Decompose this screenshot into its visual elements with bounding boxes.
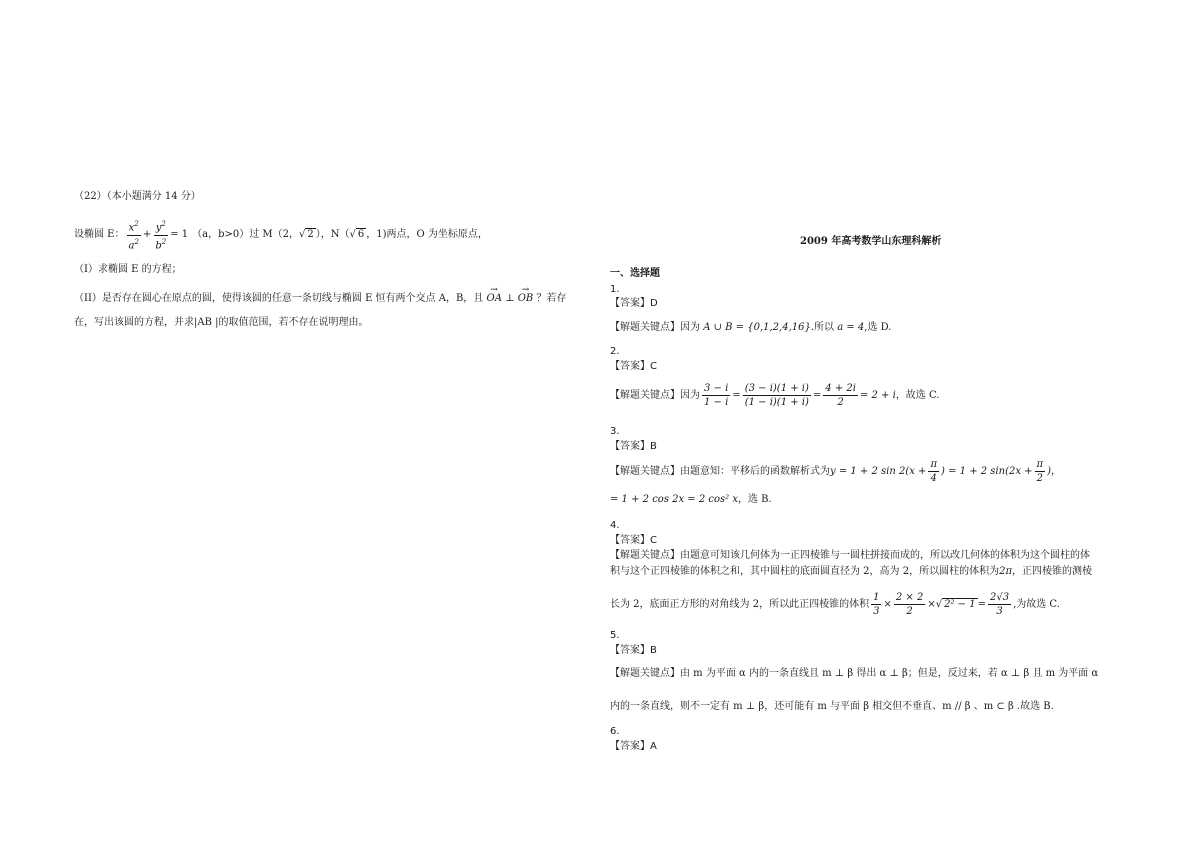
q5-answer: 【答案】B <box>610 645 657 656</box>
q4-key: 【解题关键点】由题意可知该几何体为一正四棱锥与一圆柱拼接而成的，所以改几何体的体积为这个圆柱的体 <box>610 550 1090 561</box>
q2-key: 【解题关键点】 因为 $\frac{3 - i}{1 - i}$ = $\frac{(3 - i)(1 + i)}{(1 - i)(1 + i)}$ = $\frac{4 + 2i}{2}$ = 2 + i ，故选 C. <box>610 383 940 408</box>
q4-answer: 【答案】C <box>610 535 657 546</box>
q1-key: 【解题关键点】因为 A ∪ B = {0,1,2,4,16}.所以 a = 4,选 D. <box>610 322 892 333</box>
q6-number: 6. <box>610 726 620 737</box>
vector-oa: → OA <box>487 292 502 306</box>
q3-answer: 【答案】B <box>610 441 657 452</box>
q6-answer: 【答案】A <box>610 741 657 752</box>
sqrt-2: 2 <box>307 229 314 240</box>
section-heading: 一、选择题 <box>610 268 660 279</box>
ellipse-y-fraction: $\frac{y^2}{b^2}$ <box>155 220 167 251</box>
q1-number: 1. <box>610 284 620 295</box>
q1-answer: 【答案】D <box>610 298 658 309</box>
q3-key-cont: = 1 + 2 cos 2x = 2 cos² x，选 B. <box>610 494 772 505</box>
vector-ob: → OB <box>518 292 534 306</box>
sqrt-6: 6 <box>357 229 365 240</box>
q5-number: 5. <box>610 630 620 641</box>
q3-key: 【解题关键点】 由题意知：平移后的函数解析式为 y = 1 + 2 sin 2(x + $\frac{\pi}{4}$ ) = 1 + 2 sin(2x + $\frac{\pi}{2}$ ) ， <box>610 459 1062 484</box>
page-title: 2009 年高考数学山东理科解析 <box>800 236 942 247</box>
question-part-2-cont: 在，写出该圆的方程，并求|AB |的取值范围，若不存在说明理由。 <box>74 317 369 328</box>
question-part-1: （I）求椭圆 E 的方程； <box>74 264 182 275</box>
q4-key-3: 长为 2，底面正方形的对角线为 2，所以此正四棱锥的体积 $\frac{1}{3}$ × $\frac{2 \times 2}{2}$ × √ 2² − 1 = $\frac{2√3}{3}$ ,为故选 C. <box>610 592 1060 617</box>
question-header: （22）（本小题满分 14 分） <box>74 191 201 202</box>
q2-answer: 【答案】C <box>610 361 657 372</box>
q5-key: 【解题关键点】由 m 为平面 α 内的一条直线且 m ⊥ β 得出 α ⊥ β；但是，反过来，若 α ⊥ β 且 m 为平面 α <box>610 668 1099 679</box>
q4-number: 4. <box>610 520 620 531</box>
question-intro: 设椭圆 E： $\frac{x^2}{a^2}$ + $\frac{y^2}{b^2}$ = 1 （a，b>0）过 M（2， √ 2 ），N（ √ 6 ，1)两点，O 为坐标原点， <box>74 220 488 251</box>
q4-key-2: 积与这个正四棱锥的体积之和，其中圆柱的底面圆直径为 2，高为 2，所以圆柱的体积为2π，正四棱锥的测棱 <box>610 566 1093 577</box>
q2-number: 2. <box>610 346 620 357</box>
question-part-2: （II）是否存在圆心在原点的圆，使得该圆的任意一条切线与椭圆 E 恒有两个交点 A，B，且 → OA ⊥ → OB ？若存 <box>74 292 566 306</box>
q3-number: 3. <box>610 426 620 437</box>
ellipse-x-fraction: $\frac{x^2}{a^2}$ <box>128 220 139 251</box>
q5-key-2: 内的一条直线，则不一定有 m ⊥ β，还可能有 m 与平面 β 相交但不垂直、m // β 、m ⊂ β .故选 B. <box>610 701 1054 712</box>
